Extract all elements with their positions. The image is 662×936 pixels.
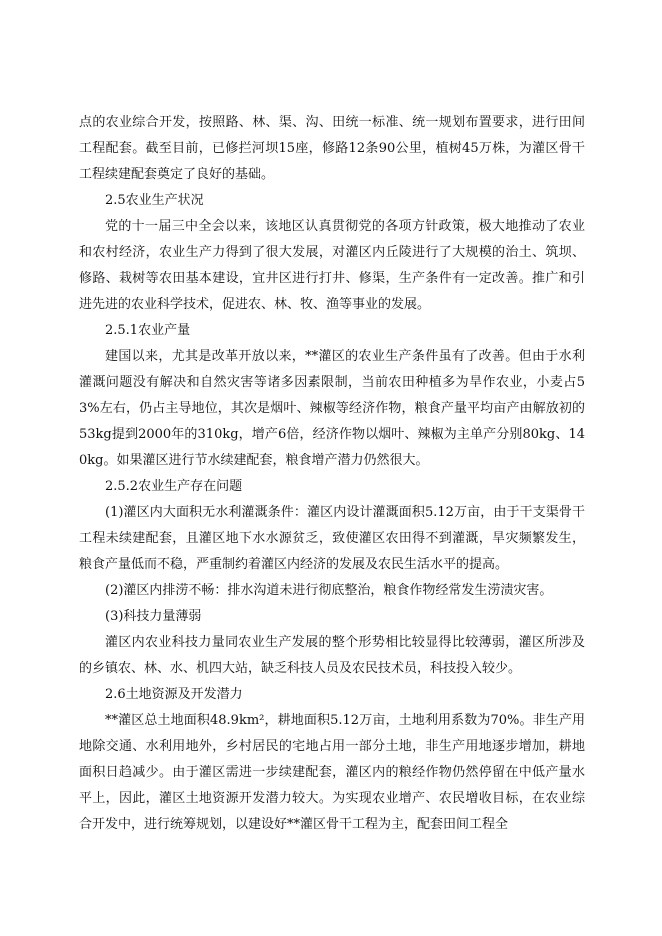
paragraph-problem-irrigation: (1)灌区内大面积无水利灌溉条件：灌区内设计灌溉面积5.12万亩，由于干支渠骨干工程未续建配套，且灌区地下水水源贫乏，致使灌区农田得不到灌溉，旱灾频繁发生，粮食产量低而不稳，严重制约着灌区内经济的发展及农民生活水平的提高。 [79, 505, 585, 572]
section-heading-2-6: 2.6土地资源及开发潜力 [105, 687, 243, 702]
paragraph-problem-drainage: (2)灌区内排涝不畅：排水沟道未进行彻底整治，粮食作物经常发生涝渍灾害。 [105, 583, 553, 598]
section-heading-2-5-1: 2.5.1农业产量 [105, 323, 191, 338]
paragraph-technology-detail: 灌区内农业科技力量同农业生产发展的整个形势相比较显得比较薄弱，灌区所涉及的乡镇农、林、水、机四大站，缺乏科技人员及农民技术员，科技投入较少。 [79, 635, 585, 676]
document-page [79, 110, 585, 838]
section-heading-2-5: 2.5农业生产状况 [105, 193, 204, 208]
paragraph-production-status: 党的十一届三中全会以来，该地区认真贯彻党的各项方针政策，极大地推动了农业和农村经济，农业生产力得到了很大发展，对灌区内丘陵进行了大规模的治土、筑坝、修路、栽树等农田基本建设，宜井区进行打井、修渠，生产条件有一定改善。推广和引进先进的农业科学技术，促进农、林、牧、渔等事业的发展。 [79, 219, 585, 312]
paragraph-land-resources: **灌区总土地面积48.9km²，耕地面积5.12万亩，土地利用系数为70%。非生产用地除交通、水利用地外，乡村居民的宅地占用一部分土地，非生产用地逐步增加，耕地面积日趋减少。由于灌区需进一步续建配套，灌区内的粮经作物仍然停留在中低产量水平上，因此，灌区土地资源开发潜力较大。为实现农业增产、农民增收目标，在农业综合开发中，进行统筹规划，以建设好**灌区骨干工程为主，配套田间工程全 [79, 713, 585, 832]
paragraph-problem-technology: (3)科技力量薄弱 [105, 609, 202, 624]
section-heading-2-5-2: 2.5.2农业生产存在问题 [105, 479, 243, 494]
paragraph-agricultural-output: 建国以来，尤其是改革开放以来，**灌区的农业生产条件虽有了改善。但由于水利灌溉问题没有解决和自然灾害等诸多因素限制，当前农田种植多为旱作农业，小麦占53%左右，仍占主导地位，其次是烟叶、辣椒等经济作物，粮食产量平均亩产由解放初的53kg提到2000年的310kg，增产6倍，经济作物以烟叶、辣椒为主单产分别80kg、140kg。如果灌区进行节水续建配套，粮食增产潜力仍然很大。 [79, 349, 585, 468]
paragraph-field-works: 点的农业综合开发，按照路、林、渠、沟、田统一标准、统一规划布置要求，进行田间工程配套。截至目前，已修拦河坝15座，修路12条90公里，植树45万株，为灌区骨干工程续建配套奠定了良好的基础。 [79, 115, 585, 182]
